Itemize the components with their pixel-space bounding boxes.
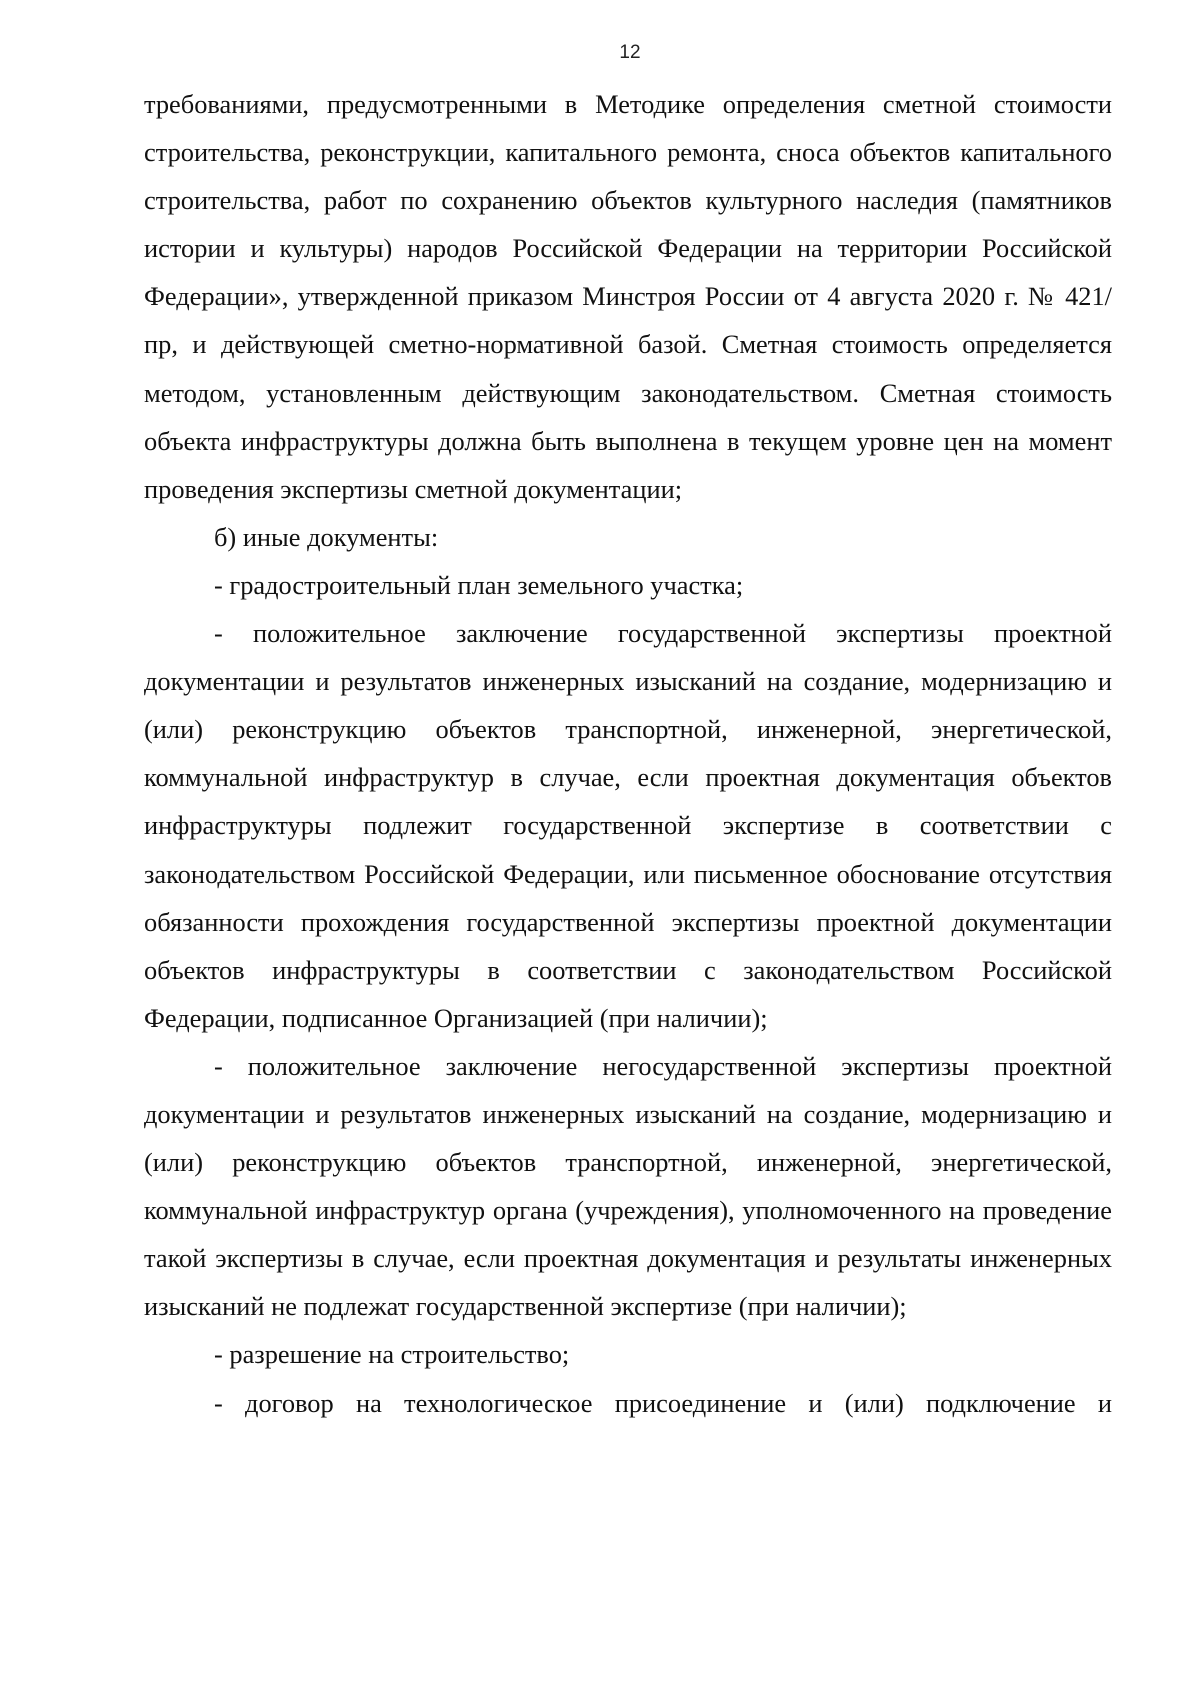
paragraph-other-documents-heading: б) иные документы: [214, 521, 439, 552]
paragraph-requirements-continuation: требованиями, предусмотренными в Методике определения сметной стоимости строительства, реконструкции, капитального ремонта, сноса объектов капитального строительства, работ по сохранению объектов культурного наследия (памятников истории и культуры) народов Российской Федерации на территории Российской Федерации», утвержденной приказом Минстроя России от 4 августа 2020 г. № 421/пр, и действующей сметно-нормативной базой. Сметная стоимость определяется методом, установленным действующим законодательством. Сметная стоимость объекта инфраструктуры должна быть выполнена в текущем уровне цен на момент проведения экспертизы сметной документации; [144, 89, 1112, 504]
list-item-construction-permit: - разрешение на строительство; [214, 1339, 570, 1370]
document-body [144, 80, 1112, 1427]
list-item-connection-agreement: - договор на технологическое присоединение и (или) подключение и [214, 1387, 1112, 1418]
list-item-state-expertise-conclusion: - положительное заключение государственной экспертизы проектной документации и результатов инженерных изысканий на создание, модернизацию и (или) реконструкцию объектов транспортной, инженерной, энергетической, коммунальной инфраструктур в случае, если проектная документация объектов инфраструктуры подлежит государственной экспертизе в соответствии с законодательством Российской Федерации, или письменное обоснование отсутствия обязанности прохождения государственной экспертизы проектной документации объектов инфраструктуры в соответствии с законодательством Российской Федерации, подписанное Организацией (при наличии); [144, 618, 1112, 1033]
list-item-non-state-expertise-conclusion: - положительное заключение негосударственной экспертизы проектной документации и результатов инженерных изысканий на создание, модернизацию и (или) реконструкцию объектов транспортной, инженерной, энергетической, коммунальной инфраструктур органа (учреждения), уполномоченного на проведение такой экспертизы в случае, если проектная документация и результаты инженерных изысканий не подлежат государственной экспертизе (при наличии); [144, 1050, 1112, 1322]
list-item-urban-planning-plan: - градостроительный план земельного участка; [214, 569, 744, 600]
page-number: 12 [619, 42, 641, 63]
